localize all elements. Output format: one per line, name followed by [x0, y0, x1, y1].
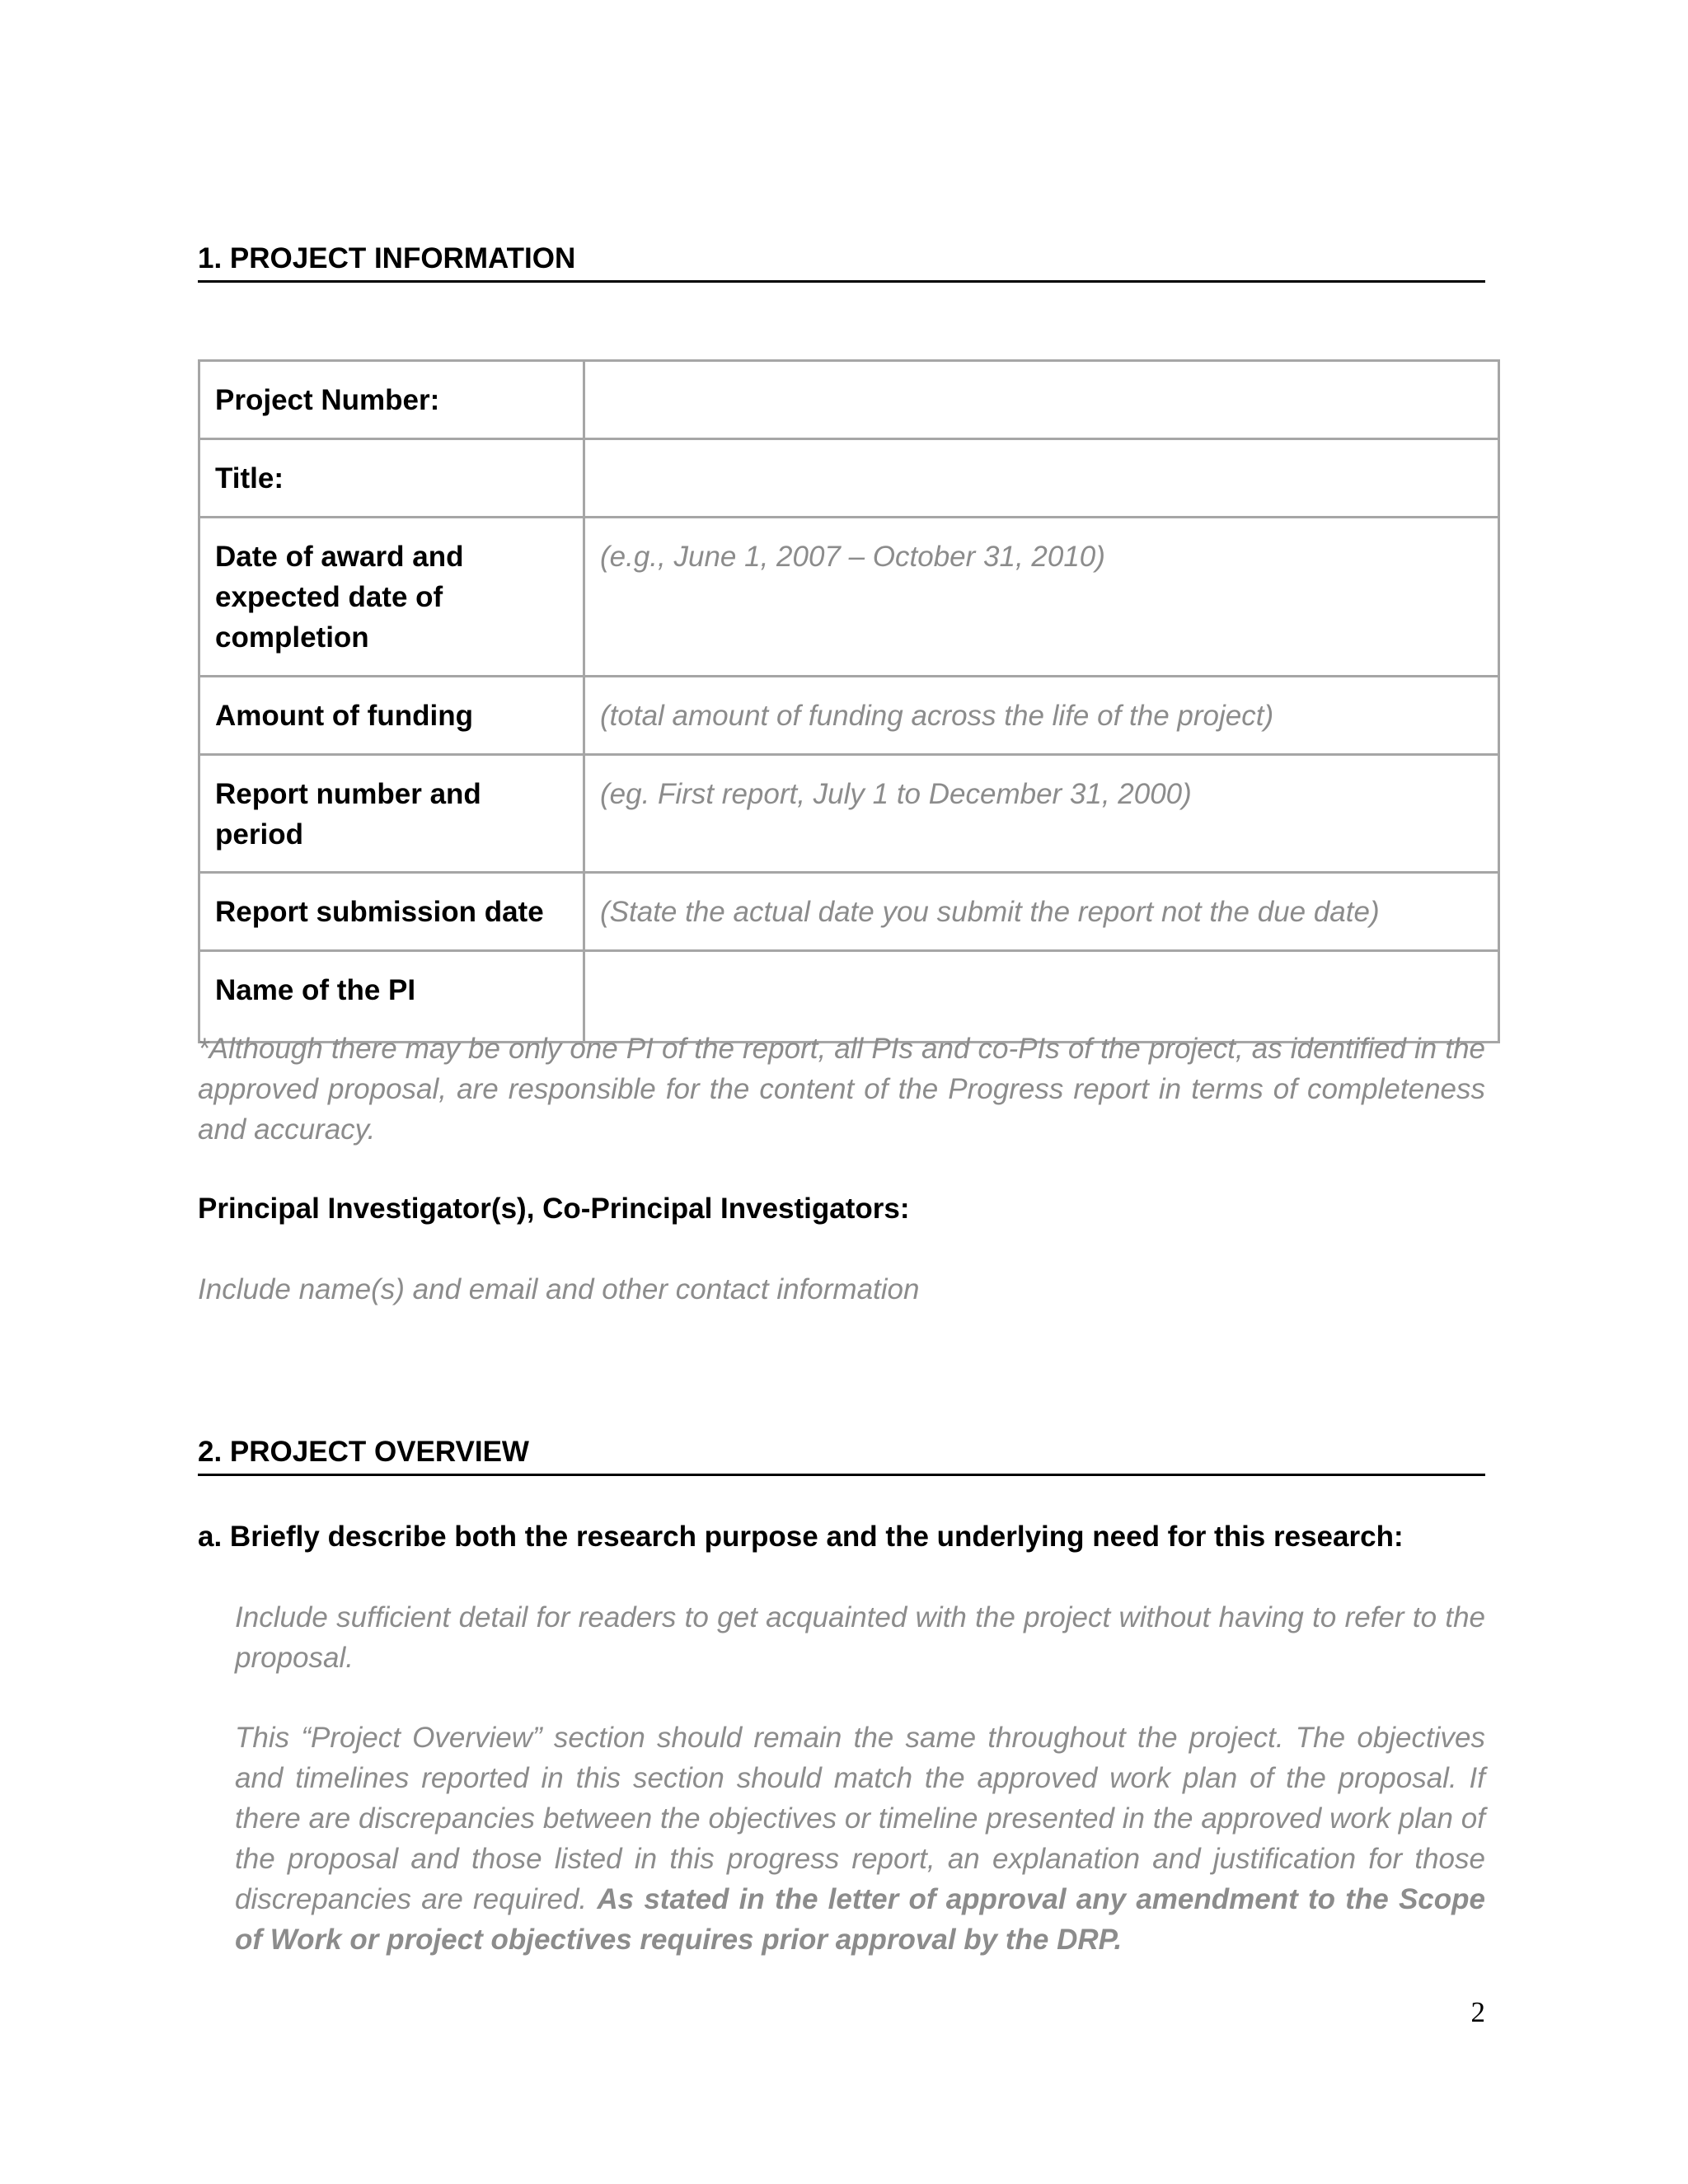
table-row: [199, 755, 1499, 873]
overview-hint-paragraph-2-text: This “Project Overview” section should remain the same throughout the project. The objectives and timelines reported in this section should match the approved work plan of the proposal. If there are discrepancies between the objectives or timeline presented in the approved work plan of the proposal and those listed in this progress report, an explanation and justification for those discrepancies are required.: [235, 1722, 1485, 1915]
row-value-amount-of-funding[interactable]: (total amount of funding across the life of the project): [584, 677, 1499, 755]
pi-heading: Principal Investigator(s), Co-Principal Investigators:: [198, 1193, 910, 1225]
row-value-title[interactable]: [584, 439, 1499, 518]
row-label-title: Title:: [199, 439, 584, 518]
row-value-project-number[interactable]: [584, 361, 1499, 439]
overview-hint-paragraph-1: Include sufficient detail for readers to get acquainted with the project without having to refer to the proposal.: [235, 1601, 1485, 1674]
row-value-report-number-period[interactable]: (eg. First report, July 1 to December 31, 2000): [584, 755, 1499, 873]
row-value-award-dates[interactable]: (e.g., June 1, 2007 – October 31, 2010): [584, 518, 1499, 677]
approval-requirement-text: As stated in the letter of approval any amendment to the Scope of Work or project objectives requires prior approval by the DRP.: [235, 1883, 1485, 1956]
question-a-research-purpose: a. Briefly describe both the research purpose and the underlying need for this research:: [198, 1521, 1404, 1553]
pi-contact-hint: Include name(s) and email and other contact information: [198, 1273, 920, 1305]
table-row: [199, 439, 1499, 518]
project-information-table: [198, 359, 1500, 1043]
pi-responsibility-note: *Although there may be only one PI of the report, all PIs and co-PIs of the project, as identified in the approved proposal, are responsible for the content of the Progress report in terms of completeness and accuracy.: [198, 1033, 1485, 1146]
overview-hint-paragraph-2: [235, 1718, 1485, 1960]
section-heading-project-information: 1. PROJECT INFORMATION: [198, 241, 1485, 283]
page-number: 2: [1470, 1996, 1485, 2028]
row-label-name-of-pi: Name of the PI: [199, 951, 584, 1043]
row-label-amount-of-funding: Amount of funding: [199, 677, 584, 755]
section-heading-project-overview: 2. PROJECT OVERVIEW: [198, 1434, 1485, 1476]
row-label-award-dates: Date of award and expected date of completion: [199, 518, 584, 677]
table-row: [199, 873, 1499, 951]
row-label-report-submission-date: Report submission date: [199, 873, 584, 951]
row-value-report-submission-date[interactable]: (State the actual date you submit the report not the due date): [584, 873, 1499, 951]
row-label-report-number-period: Report number and period: [199, 755, 584, 873]
table-row: [199, 518, 1499, 677]
table-row: [199, 677, 1499, 755]
table-row: [199, 361, 1499, 439]
row-label-project-number: Project Number:: [199, 361, 584, 439]
